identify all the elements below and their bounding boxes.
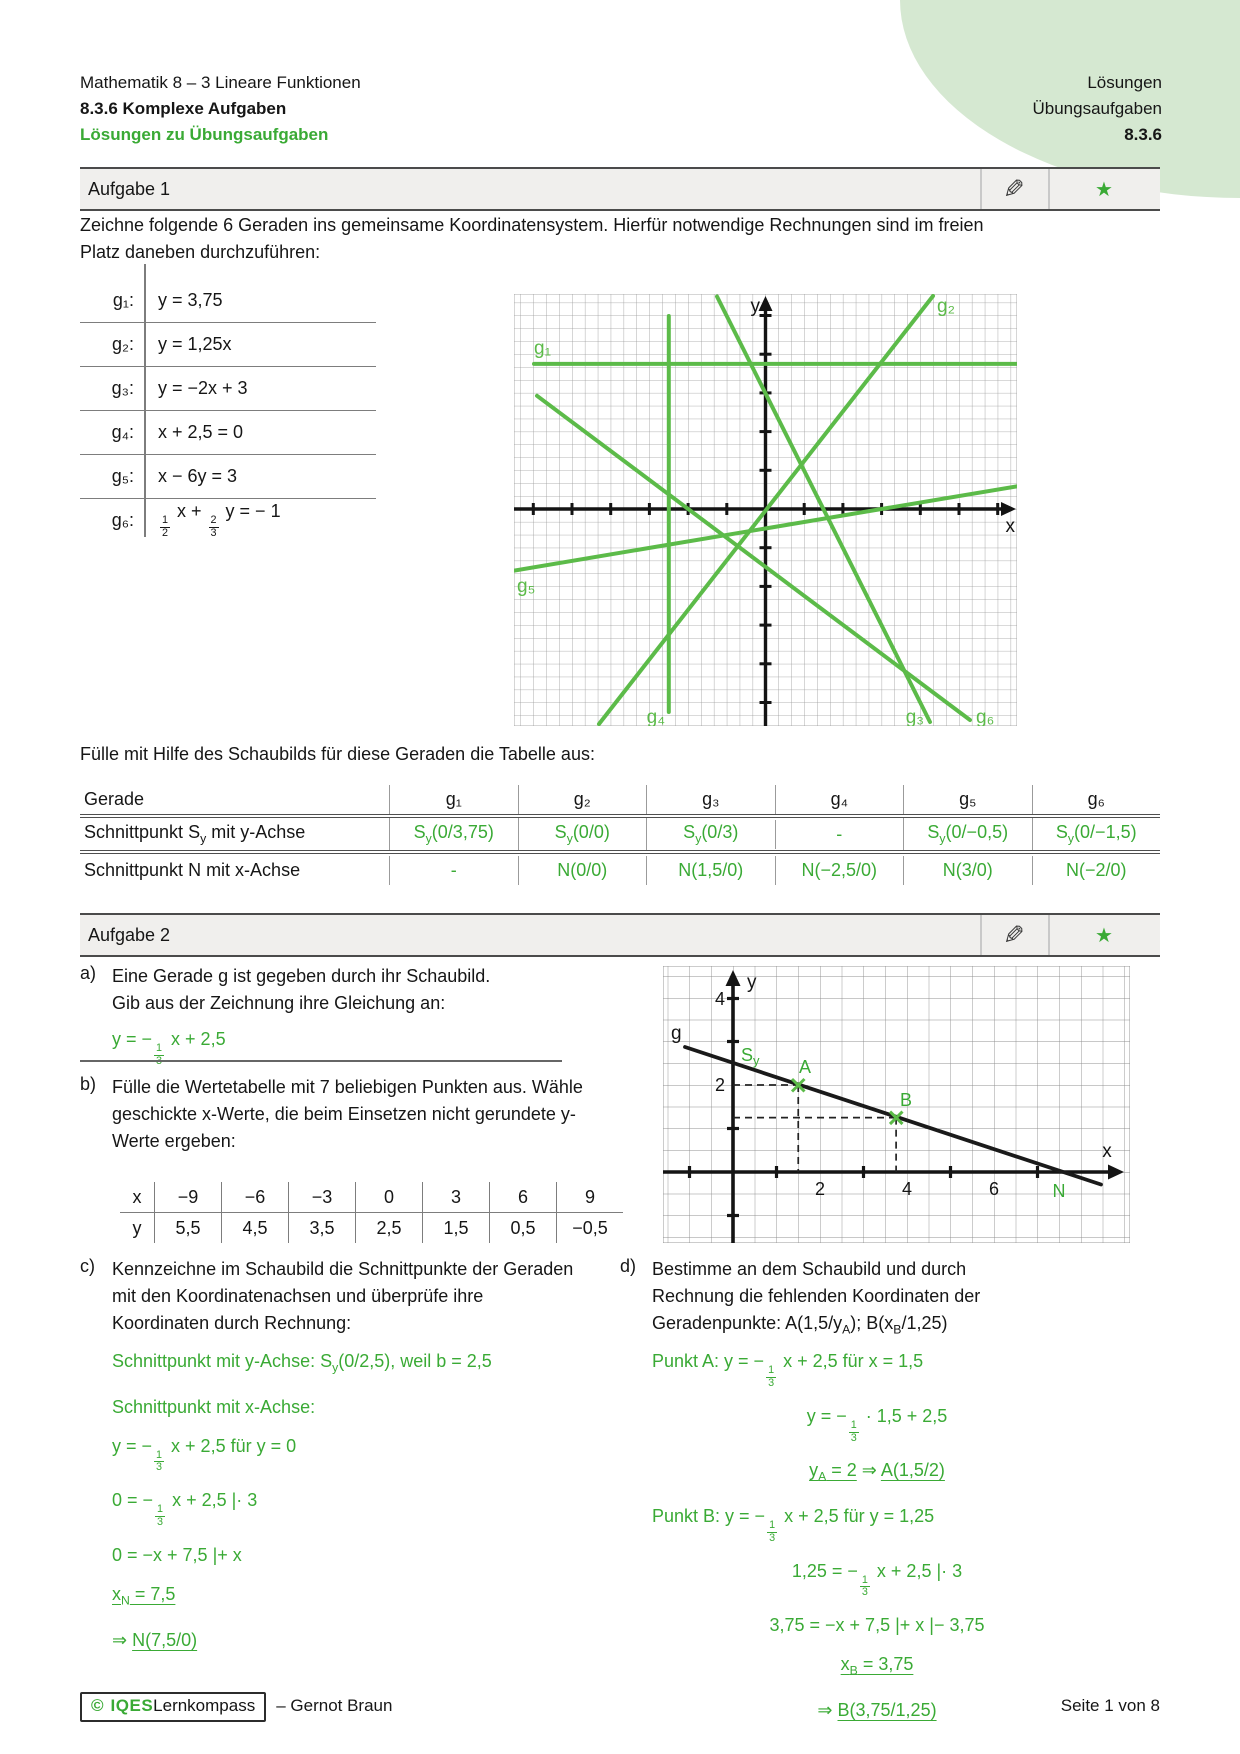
corner-chapter-number: 8.3.6 <box>1124 125 1162 144</box>
corner-line1: Lösungen <box>1087 73 1162 92</box>
label-g4: g₄ <box>646 707 665 726</box>
x-value: 6 <box>489 1182 556 1212</box>
brand-lernkompass: Lernkompass <box>153 1696 256 1715</box>
page-number: Seite 1 von 8 <box>1060 1696 1160 1715</box>
x-value: −9 <box>154 1182 221 1212</box>
item-b-label: b) <box>80 1074 97 1094</box>
item-d-solution <box>652 1348 1102 1723</box>
y-value: 0,5 <box>489 1213 556 1243</box>
label-g3: g₃ <box>905 707 924 726</box>
page-footer <box>80 1692 1160 1722</box>
item-c-label: c) <box>80 1256 95 1276</box>
header-solutions-label: Lösungen zu Übungsaufgaben <box>80 125 329 144</box>
y-tick-label-2: 2 <box>714 1075 725 1095</box>
aufgabe1-intro: Zeichne folgende 6 Geraden ins gemeinsame Koordinatensystem. Hierfür notwendige Rechnungen sind im freien Platz daneben durchzuführen: <box>80 215 984 262</box>
table-header-row <box>80 784 1160 818</box>
equation-value: $\frac{1}{2}$ x + $\frac{2}{3}$ y = − 1 <box>162 501 281 539</box>
row-label: Schnittpunkt $S_y$ mit y-Achse <box>84 822 306 846</box>
cell: - <box>389 856 518 885</box>
pencil-icon: ✎ <box>1003 919 1025 950</box>
answer-rule <box>80 1060 562 1062</box>
equation-label: g₁: <box>112 290 134 310</box>
label-Sy: $S_y$ <box>741 1045 760 1068</box>
equation-label: g₅: <box>111 466 134 486</box>
col-header: g₃ <box>646 785 775 814</box>
page-header <box>80 70 361 148</box>
item-b-text: Fülle die Wertetabelle mit 7 beliebigen Punkten aus. Wähle geschickte x-Werte, die beim Einsetzen nicht gerundete y-Werte ergeben: <box>112 1077 583 1151</box>
item-a-line1: Eine Gerade g ist gegeben durch ihr Schaubild. <box>112 966 491 986</box>
cell: $S_y(0/-0,5)$ <box>903 818 1032 850</box>
cell: $S_y(0/0)$ <box>518 818 647 850</box>
equation-row <box>80 323 376 367</box>
equation-value: y = 1,25x <box>158 334 232 354</box>
x-value: −3 <box>288 1182 355 1212</box>
x-value: 3 <box>422 1182 489 1212</box>
solution-line: 0 = −x + 7,5 |+ x <box>112 1544 242 1565</box>
solution-line: Punkt A: y = − $\frac{1}{3}$ x + 2,5 für x = 1,5 <box>652 1351 924 1389</box>
item-c-solution <box>112 1348 582 1653</box>
cell: N(−2/0) <box>1032 856 1161 885</box>
label-g5: g₅ <box>517 576 536 597</box>
y-value: 5,5 <box>154 1213 221 1243</box>
col-header: Gerade <box>84 788 145 809</box>
brand-iqes: IQES <box>110 1696 154 1715</box>
solution-line: ⇒ N(7,5/0) <box>112 1629 198 1650</box>
results-table <box>80 784 1160 886</box>
x-row-label: x <box>132 1187 142 1207</box>
row-label: Schnittpunkt N mit x-Achse <box>84 859 301 880</box>
star-icon: ★ <box>1095 924 1113 947</box>
label-g6: g₆ <box>976 707 995 726</box>
solution-line: Schnittpunkt mit y-Achse: $S_y(0/2,5)$, weil b = 2,5 <box>112 1351 492 1375</box>
label-N: N <box>1052 1181 1066 1201</box>
x-tick-label-4: 4 <box>901 1179 913 1199</box>
col-header: g₅ <box>903 785 1032 814</box>
corner-line2: Übungsaufgaben <box>1032 99 1162 118</box>
table-caption: Fülle mit Hilfe des Schaubilds für diese Geraden die Tabelle aus: <box>80 744 595 764</box>
aufgabe1-titlebar <box>80 167 1160 211</box>
copyright-symbol: © <box>91 1696 104 1715</box>
item-d-label: d) <box>620 1256 637 1276</box>
equation-row <box>80 455 376 499</box>
label-g2: g₂ <box>937 296 955 317</box>
x-axis-label: x <box>1102 1141 1112 1162</box>
equation-row <box>80 367 376 411</box>
y-row-label: y <box>132 1218 142 1238</box>
equation-row <box>80 279 376 323</box>
x-value: −6 <box>221 1182 288 1212</box>
equation-row <box>80 499 376 542</box>
header-chapter: 8.3.6 Komplexe Aufgaben <box>80 99 287 118</box>
solution-line: $y_A = 2$ ⇒ A(1,5/2) <box>809 1460 945 1484</box>
solution-line: y = − $\frac{1}{3}$ x + 2,5 für y = 0 <box>112 1435 297 1474</box>
x-tick-label-2: 2 <box>814 1179 826 1199</box>
label-B: B <box>899 1090 913 1110</box>
aufgabe2-title: Aufgabe 2 <box>88 924 171 945</box>
x-value: 0 <box>355 1182 422 1212</box>
col-header: g₁ <box>389 785 518 814</box>
cell: N(1,5/0) <box>646 856 775 885</box>
coordinate-system-aufgabe2 <box>663 966 1130 1243</box>
label-g1: g₁ <box>534 338 551 359</box>
wertetabelle <box>120 1182 623 1243</box>
cell: N(3/0) <box>903 856 1032 885</box>
solution-line: 0 = − $\frac{1}{3}$ x + 2,5 |· 3 <box>112 1490 258 1529</box>
equation-row <box>80 411 376 455</box>
equation-value: y = 3,75 <box>158 290 223 310</box>
wertetabelle-x-row <box>120 1182 623 1213</box>
label-g: g <box>671 1023 682 1044</box>
y-axis-label: y <box>750 296 760 317</box>
cell: - <box>775 820 904 849</box>
star-icon: ★ <box>1095 178 1113 201</box>
aufgabe1-title: Aufgabe 1 <box>88 178 171 199</box>
table-row <box>80 854 1160 886</box>
y-axis-label: y <box>747 972 757 993</box>
solution-line: Punkt B: y = − $\frac{1}{3}$ x + 2,5 für y = 1,25 <box>652 1505 935 1544</box>
solution-line: Schnittpunkt mit x-Achse: <box>112 1396 316 1417</box>
solution-line: ⇒ B(3,75/1,25) <box>817 1699 937 1720</box>
cell: $S_y(0/-1,5)$ <box>1032 818 1161 850</box>
aufgabe2-titlebar <box>80 913 1160 957</box>
table-row <box>80 818 1160 854</box>
item-c-text: Kennzeichne im Schaubild die Schnittpunkte der Geraden mit den Koordinatenachsen und überprüfe ihre Koordinaten durch Rechnung: <box>112 1259 574 1333</box>
col-header: g₆ <box>1032 785 1161 814</box>
item-a-solution: y = − $\frac{1}{3}$ x + 2,5 <box>112 1029 226 1067</box>
equation-list <box>80 279 376 542</box>
equation-label: g₄: <box>111 422 134 442</box>
item-a-label: a) <box>80 963 97 983</box>
solution-line: $x_N = 7,5$ <box>112 1583 176 1608</box>
equation-label: g₃: <box>111 378 134 398</box>
cell: N(−2,5/0) <box>775 856 904 885</box>
y-value: 2,5 <box>355 1213 422 1243</box>
pencil-icon: ✎ <box>1003 173 1025 204</box>
label-A: A <box>798 1057 812 1077</box>
coordinate-system-aufgabe1 <box>514 294 1017 726</box>
col-header: g₄ <box>775 785 904 814</box>
item-a-text <box>112 963 582 1017</box>
solution-line: 3,75 = −x + 7,5 |+ x |− 3,75 <box>769 1615 985 1636</box>
cell: N(0/0) <box>518 856 647 885</box>
author: – Gernot Braun <box>276 1696 393 1715</box>
solution-line: $x_B = 3,75$ <box>840 1654 914 1678</box>
equation-label: g₆: <box>111 510 134 530</box>
y-value: −0,5 <box>556 1213 623 1243</box>
publisher-logo <box>80 1692 266 1722</box>
item-a-line2: Gib aus der Zeichnung ihre Gleichung an: <box>112 993 446 1013</box>
cell: $S_y(0/3)$ <box>646 818 775 850</box>
equation-label: g₂: <box>112 334 134 354</box>
solution-line: 1,25 = − $\frac{1}{3}$ x + 2,5 |· 3 <box>791 1560 963 1599</box>
equation-value: y = −2x + 3 <box>158 378 248 398</box>
x-value: 9 <box>556 1182 623 1212</box>
col-header: g₂ <box>518 785 647 814</box>
corner-header <box>1032 70 1162 148</box>
x-axis-label: x <box>1005 516 1015 537</box>
cell: $S_y(0/3,75)$ <box>389 818 518 850</box>
wertetabelle-y-row <box>120 1213 623 1243</box>
equation-value: x − 6y = 3 <box>158 466 238 486</box>
x-tick-label-6: 6 <box>988 1179 1000 1199</box>
item-d-text: Bestimme an dem Schaubild und durch Rechnung die fehlenden Koordinaten der Geradenpunkte: $A(1,5/y_A)$; $B(x_B/1,25)$ <box>652 1259 981 1337</box>
y-value: 4,5 <box>221 1213 288 1243</box>
solution-line: y = − $\frac{1}{3}$ · 1,5 + 2,5 <box>806 1405 948 1444</box>
y-tick-label-4: 4 <box>714 989 725 1009</box>
y-value: 3,5 <box>288 1213 355 1243</box>
header-subject: Mathematik 8 – 3 Lineare Funktionen <box>80 73 361 92</box>
y-value: 1,5 <box>422 1213 489 1243</box>
equation-value: x + 2,5 = 0 <box>158 422 244 442</box>
